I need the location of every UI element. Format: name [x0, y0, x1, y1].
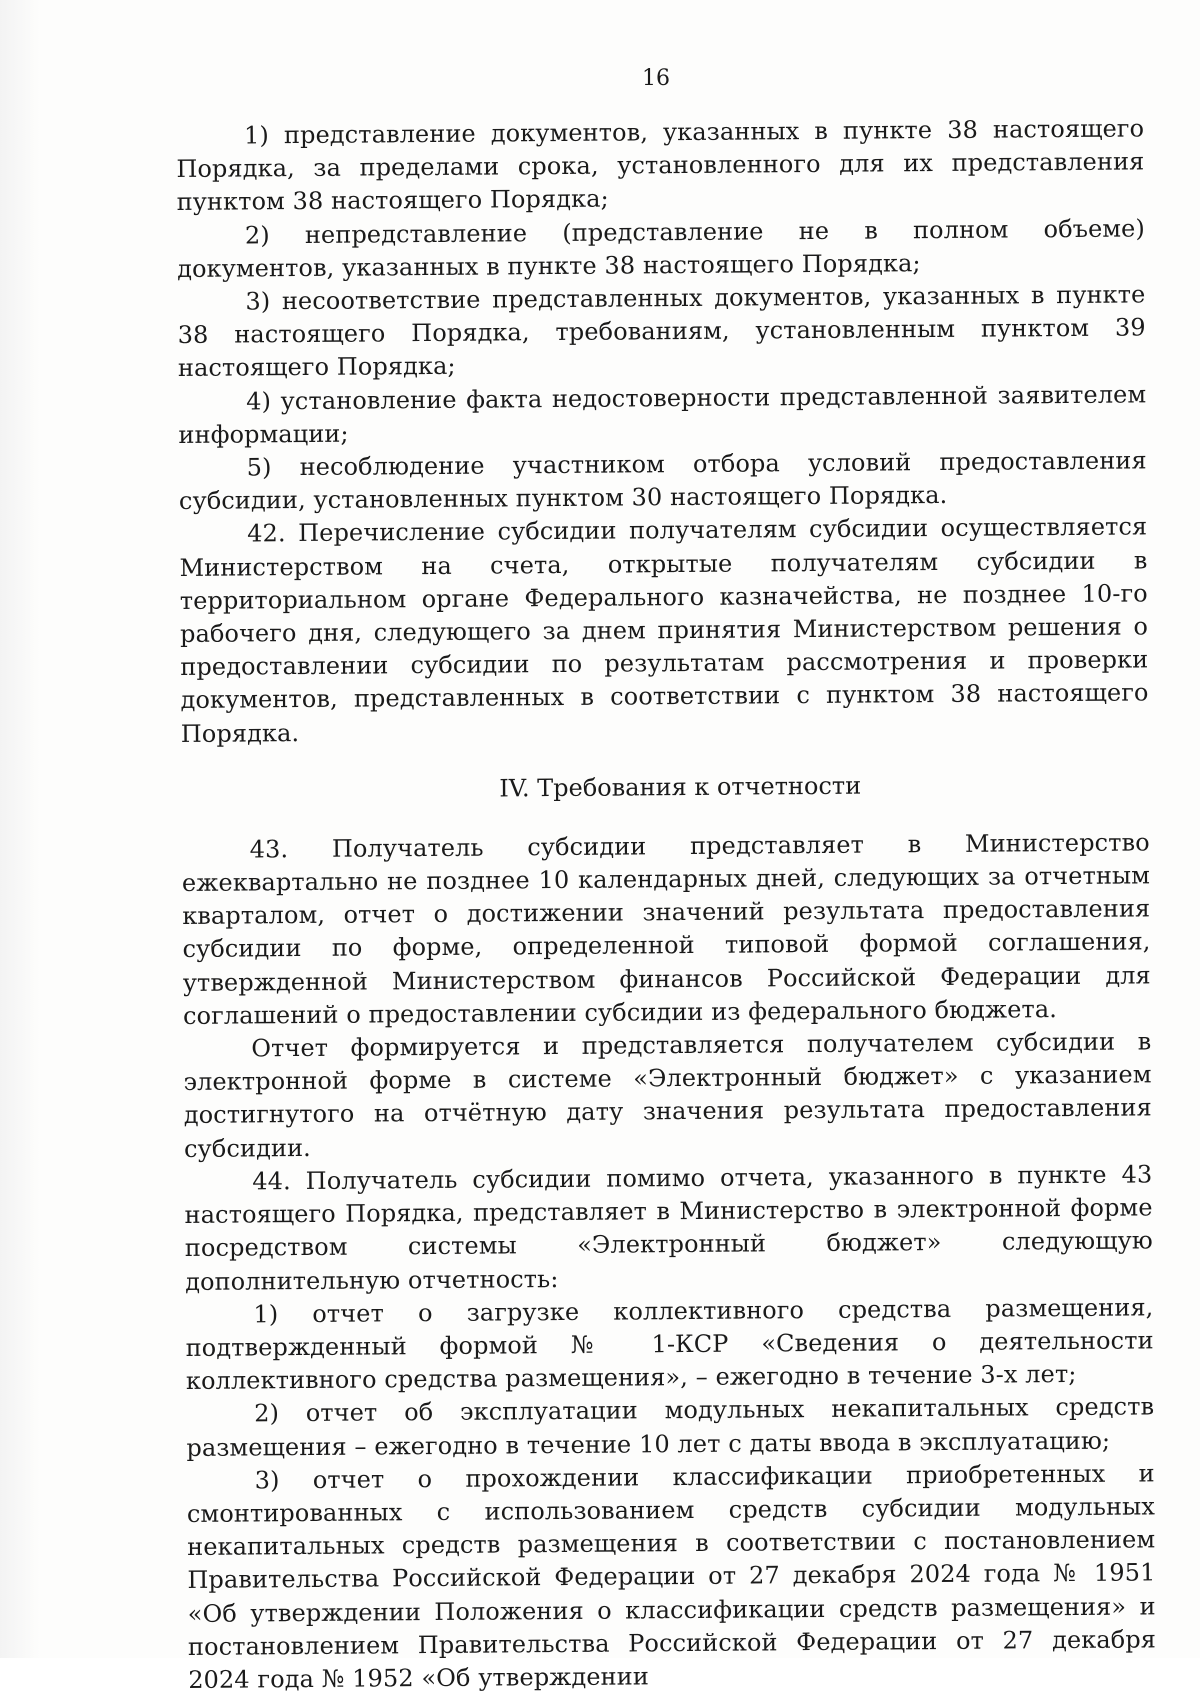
scan-edge: [0, 0, 40, 1658]
clause-44: 44. Получатель субсидии помимо отчета, указанного в пункте 43 настоящего Порядка, представляет в Министерство в электронной форме посредством системы «Электронный бюджет» следующую дополнительную отчетность:: [184, 1160, 1153, 1296]
list-item-1: 1) представление документов, указанных в пункте 38 настоящего Порядка, за пределами срока, установленного для их представления пунктом 38 настоящего Порядка;: [176, 114, 1145, 217]
clause-43: 43. Получатель субсидии представляет в Министерство ежеквартально не позднее 10 календарных дней, следующих за отчетным кварталом, отчет о достижении значений результата предоставления субсидии по форме, определенной типовой формой соглашения, утвержденной Министерством финансов Российской Федерации для соглашений о предоставлении субсидии из федерального бюджета.: [181, 828, 1151, 1030]
list-item-2: 2) непредставление (представление не в полном объеме) документов, указанных в пункте 38 настоящего Порядка;: [177, 214, 1145, 283]
section-heading: IV. Требования к отчетности: [499, 771, 862, 803]
clause-44-item-2: 2) отчет об эксплуатации модульных некапитальных средств размещения – ежегодно в течение 10 лет с даты ввода в эксплуатацию;: [186, 1392, 1155, 1462]
list-item-5: 5) несоблюдение участником отбора условий предоставления субсидии, установленных пунктом 30 настоящего Порядка.: [178, 446, 1147, 516]
clause-42: 42. Перечисление субсидии получателям субсидии осуществляется Министерством на счета, открытые получателям субсидии в территориальном органе Федерального казначейства, не позднее 10-го рабочего дня, следующего за днем принятия Министерством решения о предоставлении субсидии по результатам рассмотрения и проверки документов, представленных в соответствии с пунктом 38 настоящего Порядка.: [179, 512, 1149, 748]
clause-43-report-paragraph: Отчет формируется и представляется получателем субсидии в электронной форме в системе «Электронный бюджет» с указанием достигнутого на отчётную дату значения результата предоставления субсидии.: [183, 1027, 1152, 1163]
clause-44-item-1: 1) отчет о загрузке коллективного средства размещения, подтвержденный формой № 1-КСР «Сведения о деятельности коллективного средства размещения», – ежегодно в течение 3-х лет;: [185, 1293, 1154, 1396]
document-body: [176, 112, 1156, 1697]
list-item-4: 4) установление факта недостоверности представленной заявителем информации;: [178, 380, 1147, 449]
page-number: 16: [642, 66, 670, 91]
list-item-3: 3) несоответствие представленных документов, указанных в пункте 38 настоящего Порядка, требованиям, установленным пунктом 39 настоящего Порядка;: [177, 280, 1146, 383]
clause-44-item-3: 3) отчет о прохождении классификации приобретенных и смонтированных с использованием средств субсидии модульных некапитальных средств размещения в соответствии с постановлением Правительства Российской Федерации от 27 декабря 2024 года № 1951 «Об утверждении Положения о классификации средств размещения» и постановлением Правительства Российской Федерации от 27 декабря 2024 года № 1952 «Об утверждении: [186, 1459, 1157, 1694]
